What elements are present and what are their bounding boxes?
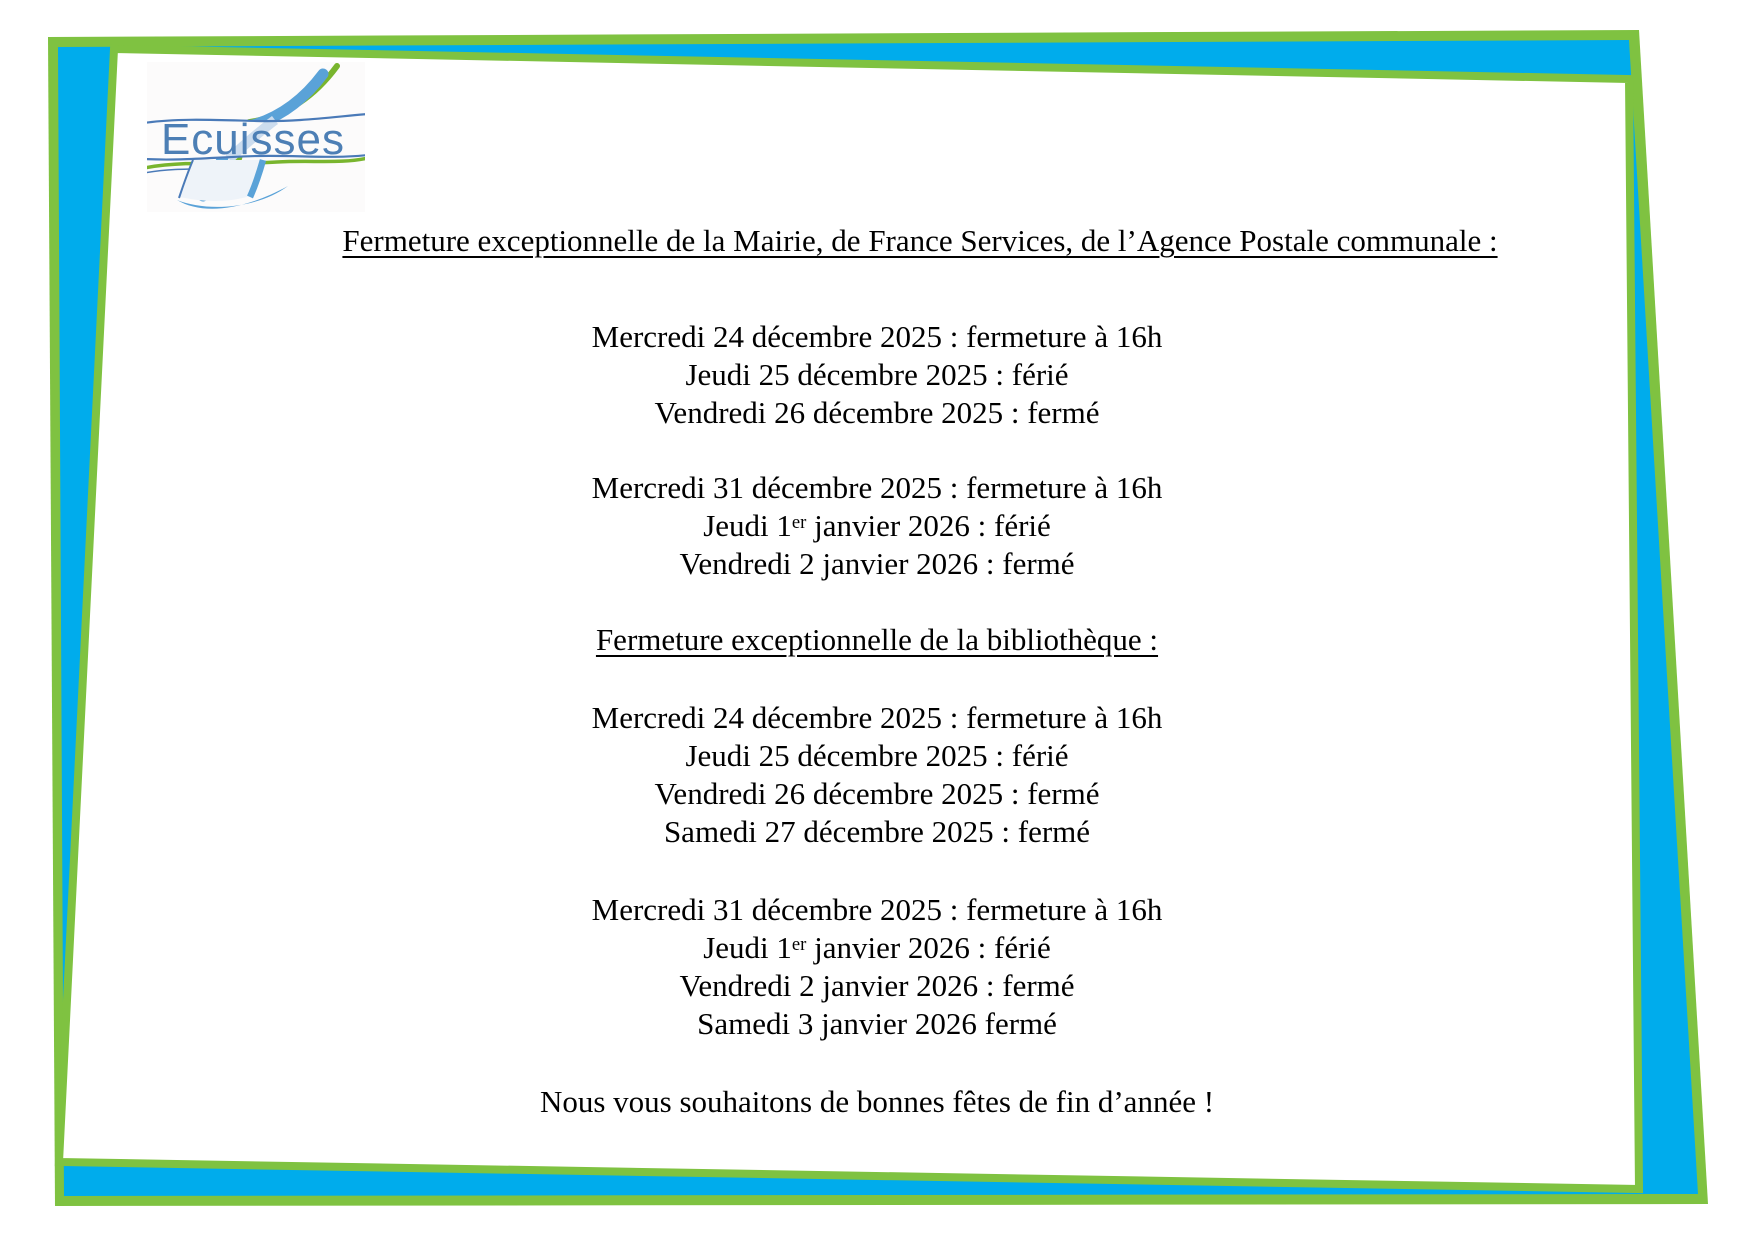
biblio-jan-line-2-pre: Jeudi 1 <box>703 930 792 965</box>
mairie-jan-line-3: Vendredi 2 janvier 2026 : fermé <box>679 546 1075 581</box>
biblio-jan-line-4: Samedi 3 janvier 2026 fermé <box>697 1006 1057 1041</box>
biblio-dec-line-4: Samedi 27 décembre 2025 : fermé <box>663 814 1091 849</box>
announcement-content <box>97 0 1657 1241</box>
biblio-jan-line-1: Mercredi 31 décembre 2025 : fermeture à 16h <box>591 892 1163 927</box>
biblio-dec-line-2: Jeudi 25 décembre 2025 : férié <box>685 738 1069 773</box>
biblio-dec-line-3: Vendredi 26 décembre 2025 : fermé <box>654 776 1100 811</box>
heading-mairie: Fermeture exceptionnelle de la Mairie, de France Services, de l’Agence Postale communale : <box>342 223 1498 258</box>
heading-biblio: Fermeture exceptionnelle de la bibliothèque : <box>595 622 1159 657</box>
mairie-jan-line-1: Mercredi 31 décembre 2025 : fermeture à 16h <box>591 470 1163 505</box>
mairie-dec-line-3: Vendredi 26 décembre 2025 : fermé <box>654 395 1100 430</box>
mairie-dec-line-2: Jeudi 25 décembre 2025 : férié <box>685 357 1069 392</box>
mairie-jan-line-2 <box>97 507 1657 545</box>
ordinal-superscript: er <box>791 511 807 533</box>
biblio-jan-line-2 <box>97 929 1657 967</box>
closing-message: Nous vous souhaitons de bonnes fêtes de fin d’année ! <box>539 1084 1215 1119</box>
logo-wordmark: Ecuisses <box>160 115 346 164</box>
biblio-dec-line-1: Mercredi 24 décembre 2025 : fermeture à 16h <box>591 700 1163 735</box>
mairie-dec-line-1: Mercredi 24 décembre 2025 : fermeture à 16h <box>591 319 1163 354</box>
biblio-jan-line-2-post: janvier 2026 : férié <box>806 930 1051 965</box>
mairie-jan-line-2-pre: Jeudi 1 <box>703 508 792 543</box>
biblio-jan-line-3: Vendredi 2 janvier 2026 : fermé <box>679 968 1075 1003</box>
ordinal-superscript: er <box>791 933 807 955</box>
mairie-jan-line-2-post: janvier 2026 : férié <box>806 508 1051 543</box>
